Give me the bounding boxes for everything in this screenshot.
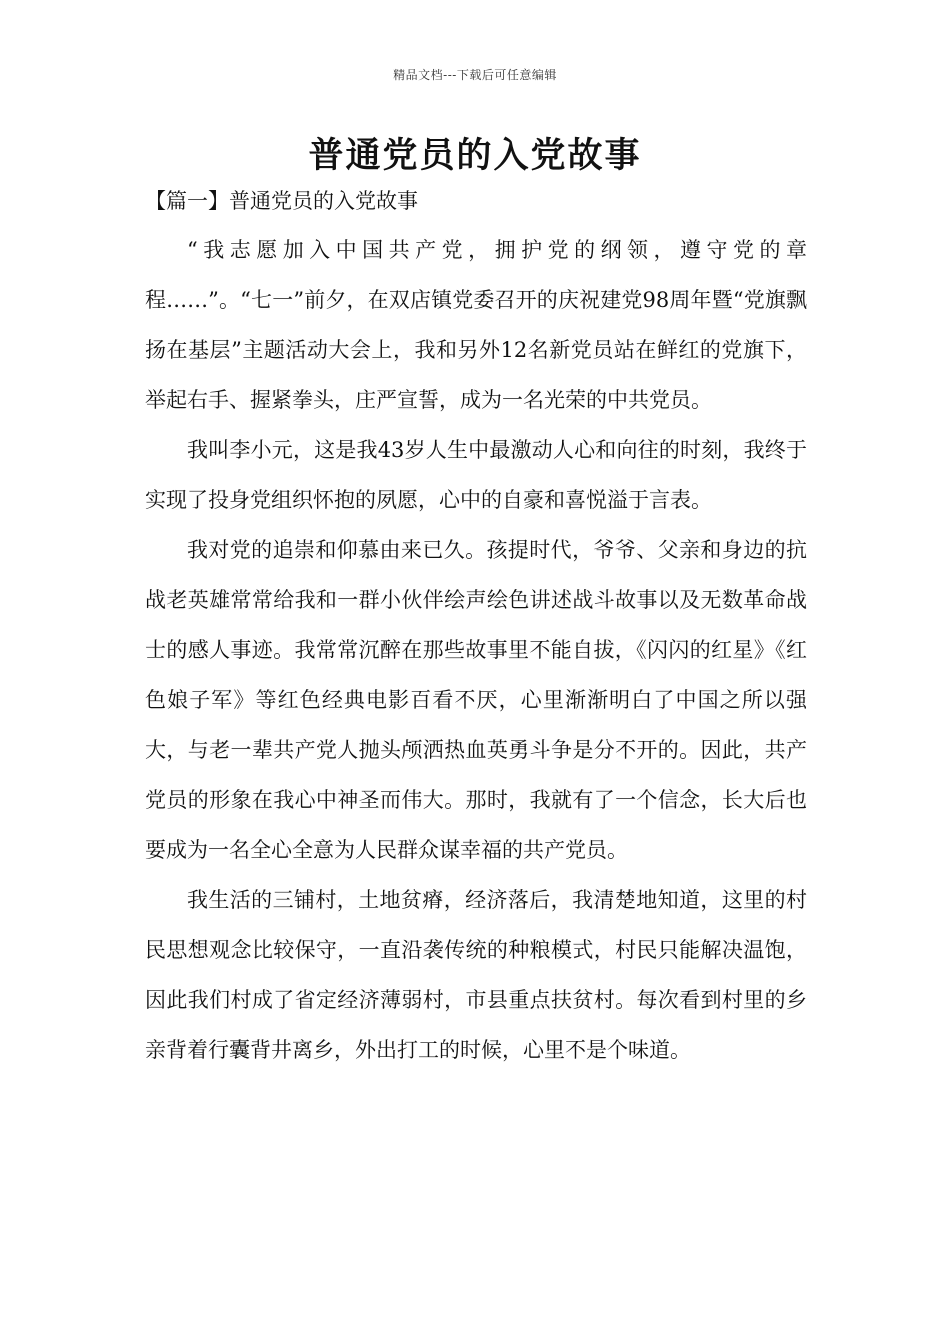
header-note: 精品文档---下载后可任意编辑 (393, 68, 557, 82)
paragraph: 我对党的追崇和仰慕由来已久。孩提时代，爷爷、父亲和身边的抗战老英雄常常给我和一群小伙伴绘声绘色讲述战斗故事以及无数革命战士的感人事迹。我常常沉醉在那些故事里不能自拔，《闪闪的红星》《红色娘子军》等红色经典电影百看不厌，心里渐渐明白了中国之所以强大，与老一辈共产党人抛头颅洒热血英勇斗争是分不开的。因此，共产党员的形象在我心中神圣而伟大。那时，我就有了一个信念，长大后也要成为一名全心全意为人民群众谋幸福的共产党员。 (145, 538, 807, 862)
paragraph: 我叫李小元，这是我43岁人生中最激动人心和向往的时刻，我终于实现了投身党组织怀抱的夙愿，心中的自豪和喜悦溢于言表。 (145, 438, 807, 512)
document-title: 普通党员的入党故事 (308, 135, 642, 176)
paragraph: 我生活的三铺村，土地贫瘠，经济落后，我清楚地知道，这里的村民思想观念比较保守，一直沿袭传统的种粮模式，村民只能解决温饱，因此我们村成了省定经济薄弱村，市县重点扶贫村。每次看到村里的乡亲背着行囊背井离乡，外出打工的时候，心里不是个味道。 (145, 888, 807, 1062)
body-text (145, 225, 807, 1075)
paragraph: “我志愿加入中国共产党，拥护党的纲领，遵守党的章程……”。“七一”前夕，在双店镇党委召开的庆祝建党98周年暨“党旗飘扬在基层”主题活动大会上，我和另外12名新党员站在鲜红的党旗下，举起右手、握紧拳头，庄严宣誓，成为一名光荣的中共党员。 (145, 238, 807, 412)
section-heading: 【篇一】普通党员的入党故事 (145, 189, 418, 213)
